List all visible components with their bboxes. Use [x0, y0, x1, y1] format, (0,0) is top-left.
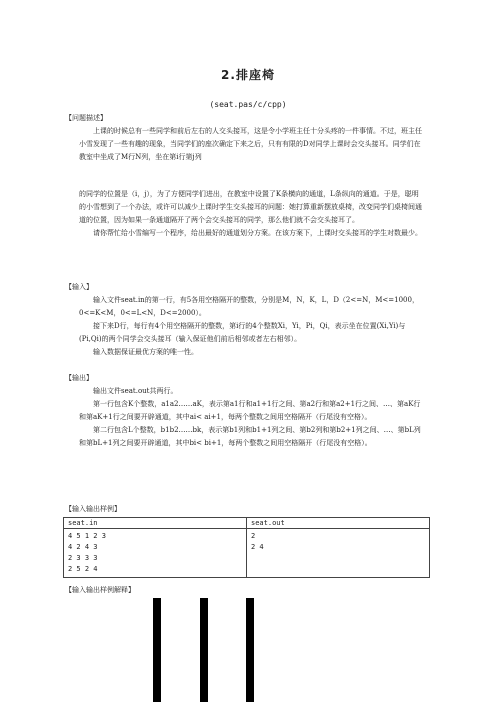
problem-description-section [65, 112, 422, 164]
sample-out-line: 2 [251, 532, 256, 540]
file-names: (seat.pas/c/cpp) [209, 100, 287, 109]
sample-out-line: 2 4 [251, 543, 264, 551]
sample-in-line: 4 5 1 2 3 [68, 532, 106, 540]
sample-out-cell [247, 529, 430, 578]
input-header: 【输入】 [65, 283, 93, 291]
problem-paragraph-1: 上课的时候总有一些同学和前后左右的人交头接耳，这是令小学班主任十分头疼的一件事情。不过，班主任小雪发现了一些有趣的现象，当同学们的座次确定下来之后，只有有限的D对同学上课时会交头接耳。同学们在教室中坐成了M行N列，坐在第i行第j列 [79, 127, 422, 161]
output-paragraph-1: 输出文件seat.out共两行。 [93, 387, 178, 395]
input-paragraph-2: 接下来D行，每行有4个用空格隔开的整数，第i行的4个整数Xi，Yi，Pi，Qi，表示坐在位置(Xi,Yi)与(Pi,Qi)的两个同学会交头接耳（输入保证他们前后相邻或者左右相邻）。 [79, 322, 406, 343]
problem-paragraph-2: 的同学的位置是（i，j），为了方便同学们进出，在教室中设置了K条横向的通道，L条纵向的通道。于是，聪明的小雪想到了一个办法，或许可以减少上课时学生交头接耳的问题：她打算重新摆放桌椅，改变同学们桌椅间通道的位置，因为如果一条通道隔开了两个会交头接耳的同学，那么他们就不会交头接耳了。 [79, 190, 422, 224]
output-paragraph-2: 第一行包含K个整数，a1a2……aK，表示第a1行和a1+1行之间、第a2行和第a2+1行之间、…、第aK行和第aK+1行之间要开辟通道，其中ai< ai+1，每两个整数之间用空格隔开（行尾没有空格）。 [79, 400, 421, 421]
sample-table-head-row [64, 518, 430, 529]
problem-description-continued [79, 188, 422, 240]
sample-io-table [63, 517, 430, 578]
seat-diagram-bar-left [153, 598, 161, 702]
input-paragraph-3: 输入数据保证最优方案的唯一性。 [93, 348, 198, 356]
sample-in-cell [64, 529, 247, 578]
problem-paragraph-3: 请你帮忙给小雪编写一个程序，给出最好的通道划分方案。在该方案下，上课时交头接耳的学生对数最少。 [93, 229, 422, 237]
output-paragraph-3: 第二行包含L个整数，b1b2……bk，表示第b1列和b1+1列之间、第b2列和第b2+1列之间、…、第bL列和第bL+1列之间要开辟通道，其中bi< bi+1，每两个整数之间用空格隔开（行尾没有空格）。 [79, 426, 421, 447]
seat-diagram-bar-right [246, 598, 254, 702]
sample-in-line: 2 3 3 3 [68, 554, 98, 562]
sample-out-header: seat.out [247, 518, 430, 529]
output-section [65, 372, 422, 450]
sample-header: 【输入输出样例】 [65, 505, 121, 513]
output-header: 【输出】 [65, 374, 93, 382]
input-section [65, 281, 422, 359]
input-paragraph-1: 输入文件seat.in的第一行，有5各用空格隔开的整数，分别是M，N，K，L，D（2<=N，M<=1000，0<=K<M，0<=L<N，D<=2000）。 [79, 296, 419, 317]
sample-in-line: 4 2 4 3 [68, 543, 98, 551]
seat-diagram-bar-middle [200, 598, 208, 702]
problem-title: 2.排座椅 [221, 68, 275, 82]
problem-description-header: 【问题描述】 [65, 114, 107, 122]
sample-table-body-row [64, 529, 430, 578]
sample-in-header: seat.in [64, 518, 247, 529]
sample-section [65, 503, 422, 516]
sample-in-line: 2 5 2 4 [68, 565, 98, 573]
sample-explanation-header: 【输入输出样例解释】 [65, 586, 135, 594]
